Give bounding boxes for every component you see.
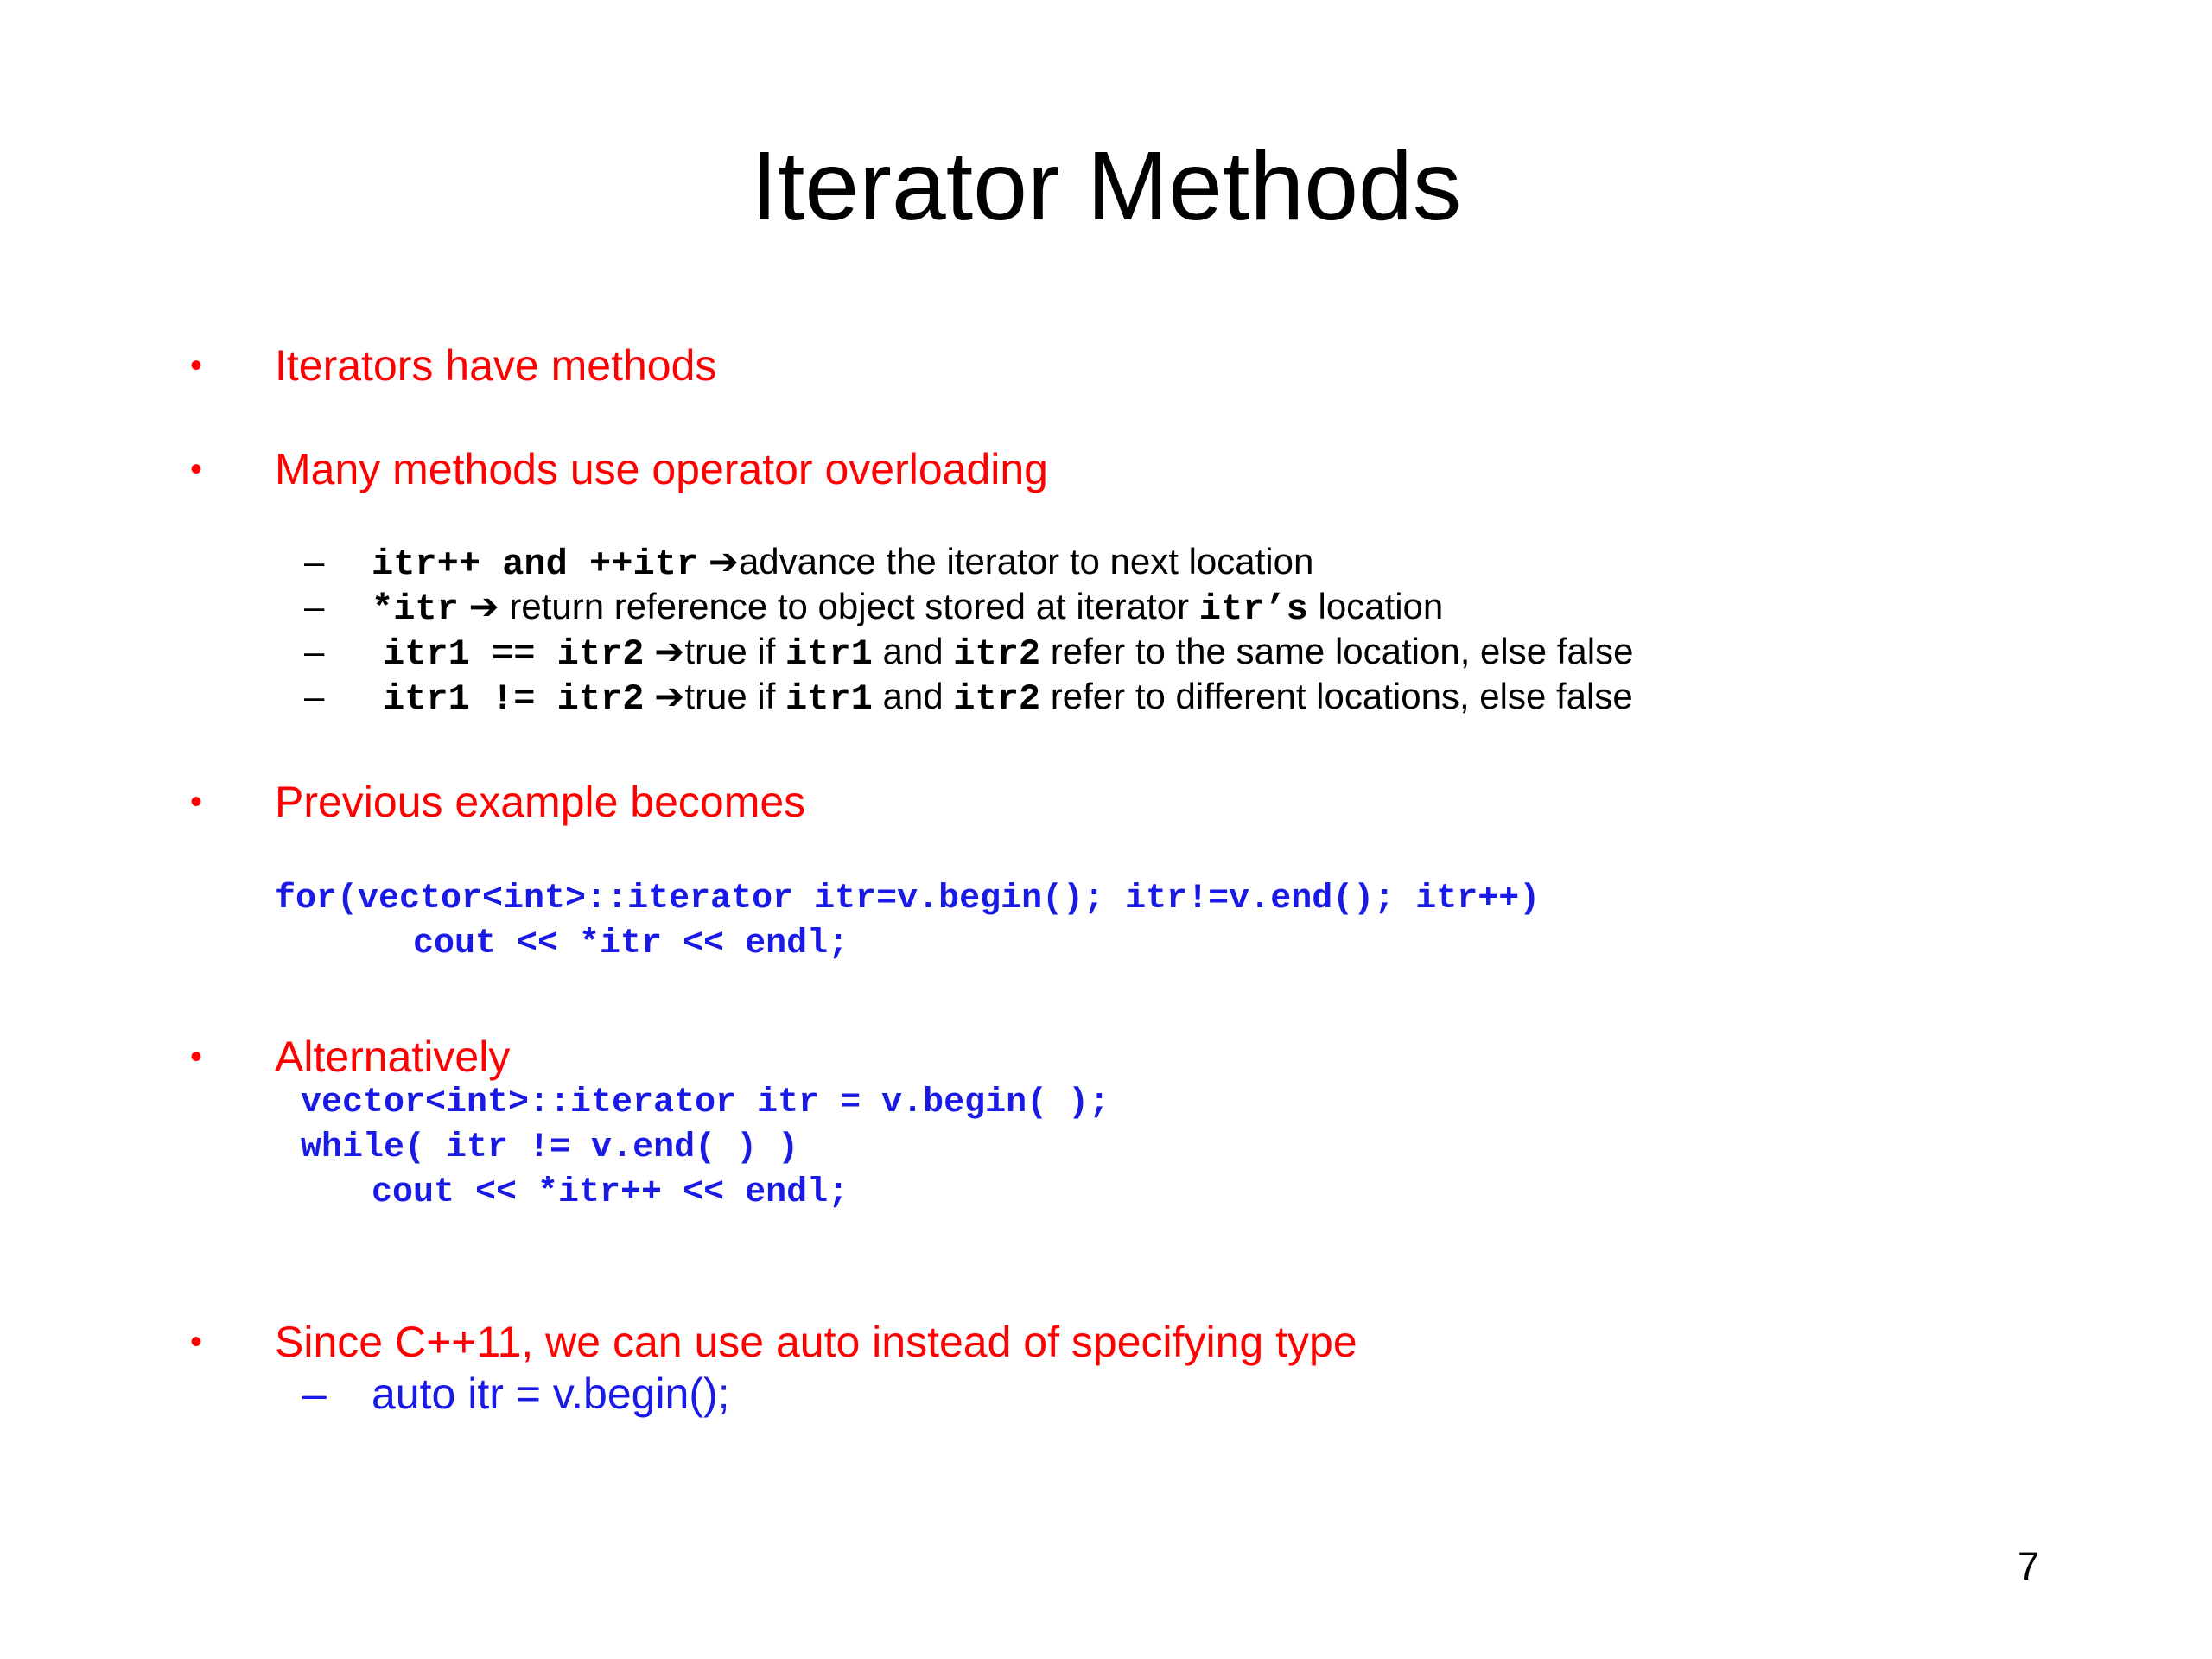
page-number: 7 xyxy=(2018,1544,2040,1588)
bullet-previous-example: Previous example becomes xyxy=(275,778,806,826)
code-for-line-2: cout << *itr << endl; xyxy=(413,925,849,963)
code-while-line-3: cout << *itr++ << endl; xyxy=(372,1173,849,1212)
code-text: itr1 == itr2 xyxy=(383,633,645,675)
method-inequality xyxy=(383,675,1633,721)
method-description: true if xyxy=(684,676,786,716)
auto-example: auto itr = v.begin(); xyxy=(372,1370,730,1418)
arrow-right-icon: ➔ xyxy=(654,675,685,717)
bullet-cpp11-auto: Since C++11, we can use auto instead of specifying type xyxy=(275,1318,1357,1366)
code-for-line-1: for(vector<int>::iterator itr=v.begin(); itr!=v.end(); itr++) xyxy=(275,880,1541,918)
dash-marker: – xyxy=(302,1370,327,1418)
code-text: *itr xyxy=(372,588,459,630)
method-increment xyxy=(372,540,1313,586)
bullet-marker: • xyxy=(190,346,203,385)
arrow-right-icon: ➔ xyxy=(708,540,739,582)
arrow-right-icon: ➔ xyxy=(468,585,499,627)
method-equality xyxy=(383,630,1633,676)
bullet-iterators-have-methods: Iterators have methods xyxy=(275,341,717,390)
code-text: itr1 xyxy=(785,633,873,675)
code-text: itr2 xyxy=(953,633,1041,675)
dash-marker: – xyxy=(304,586,325,626)
code-text: itr1 != itr2 xyxy=(383,678,645,720)
method-description: advance the iterator to next location xyxy=(738,541,1314,582)
code-while-line-2: while( itr != v.end( ) ) xyxy=(301,1128,799,1167)
method-description: location xyxy=(1307,586,1444,626)
code-text: itr’s xyxy=(1198,588,1308,630)
method-description: and xyxy=(872,631,954,671)
bullet-marker: • xyxy=(190,450,203,488)
dash-marker: – xyxy=(304,631,325,671)
method-description: refer to different locations, else false xyxy=(1040,676,1633,716)
bullet-marker: • xyxy=(190,783,203,821)
method-dereference xyxy=(372,585,1443,631)
method-description: refer to the same location, else false xyxy=(1040,631,1634,671)
bullet-marker: • xyxy=(190,1323,203,1361)
dash-marker: – xyxy=(304,676,325,716)
code-while-line-1: vector<int>::iterator itr = v.begin( ); xyxy=(301,1084,1110,1122)
arrow-right-icon: ➔ xyxy=(654,630,685,672)
method-description: and xyxy=(872,676,954,716)
slide-title: Iterator Methods xyxy=(750,131,1462,240)
bullet-marker: • xyxy=(190,1038,203,1076)
bullet-alternatively: Alternatively xyxy=(275,1033,511,1081)
code-text: itr++ and ++itr xyxy=(372,543,699,585)
code-text: itr2 xyxy=(953,678,1041,720)
method-description: true if xyxy=(684,631,786,671)
dash-marker: – xyxy=(304,541,325,582)
bullet-operator-overloading: Many methods use operator overloading xyxy=(275,445,1048,493)
code-text: itr1 xyxy=(785,678,873,720)
method-description: return reference to object stored at iterator xyxy=(499,586,1199,626)
